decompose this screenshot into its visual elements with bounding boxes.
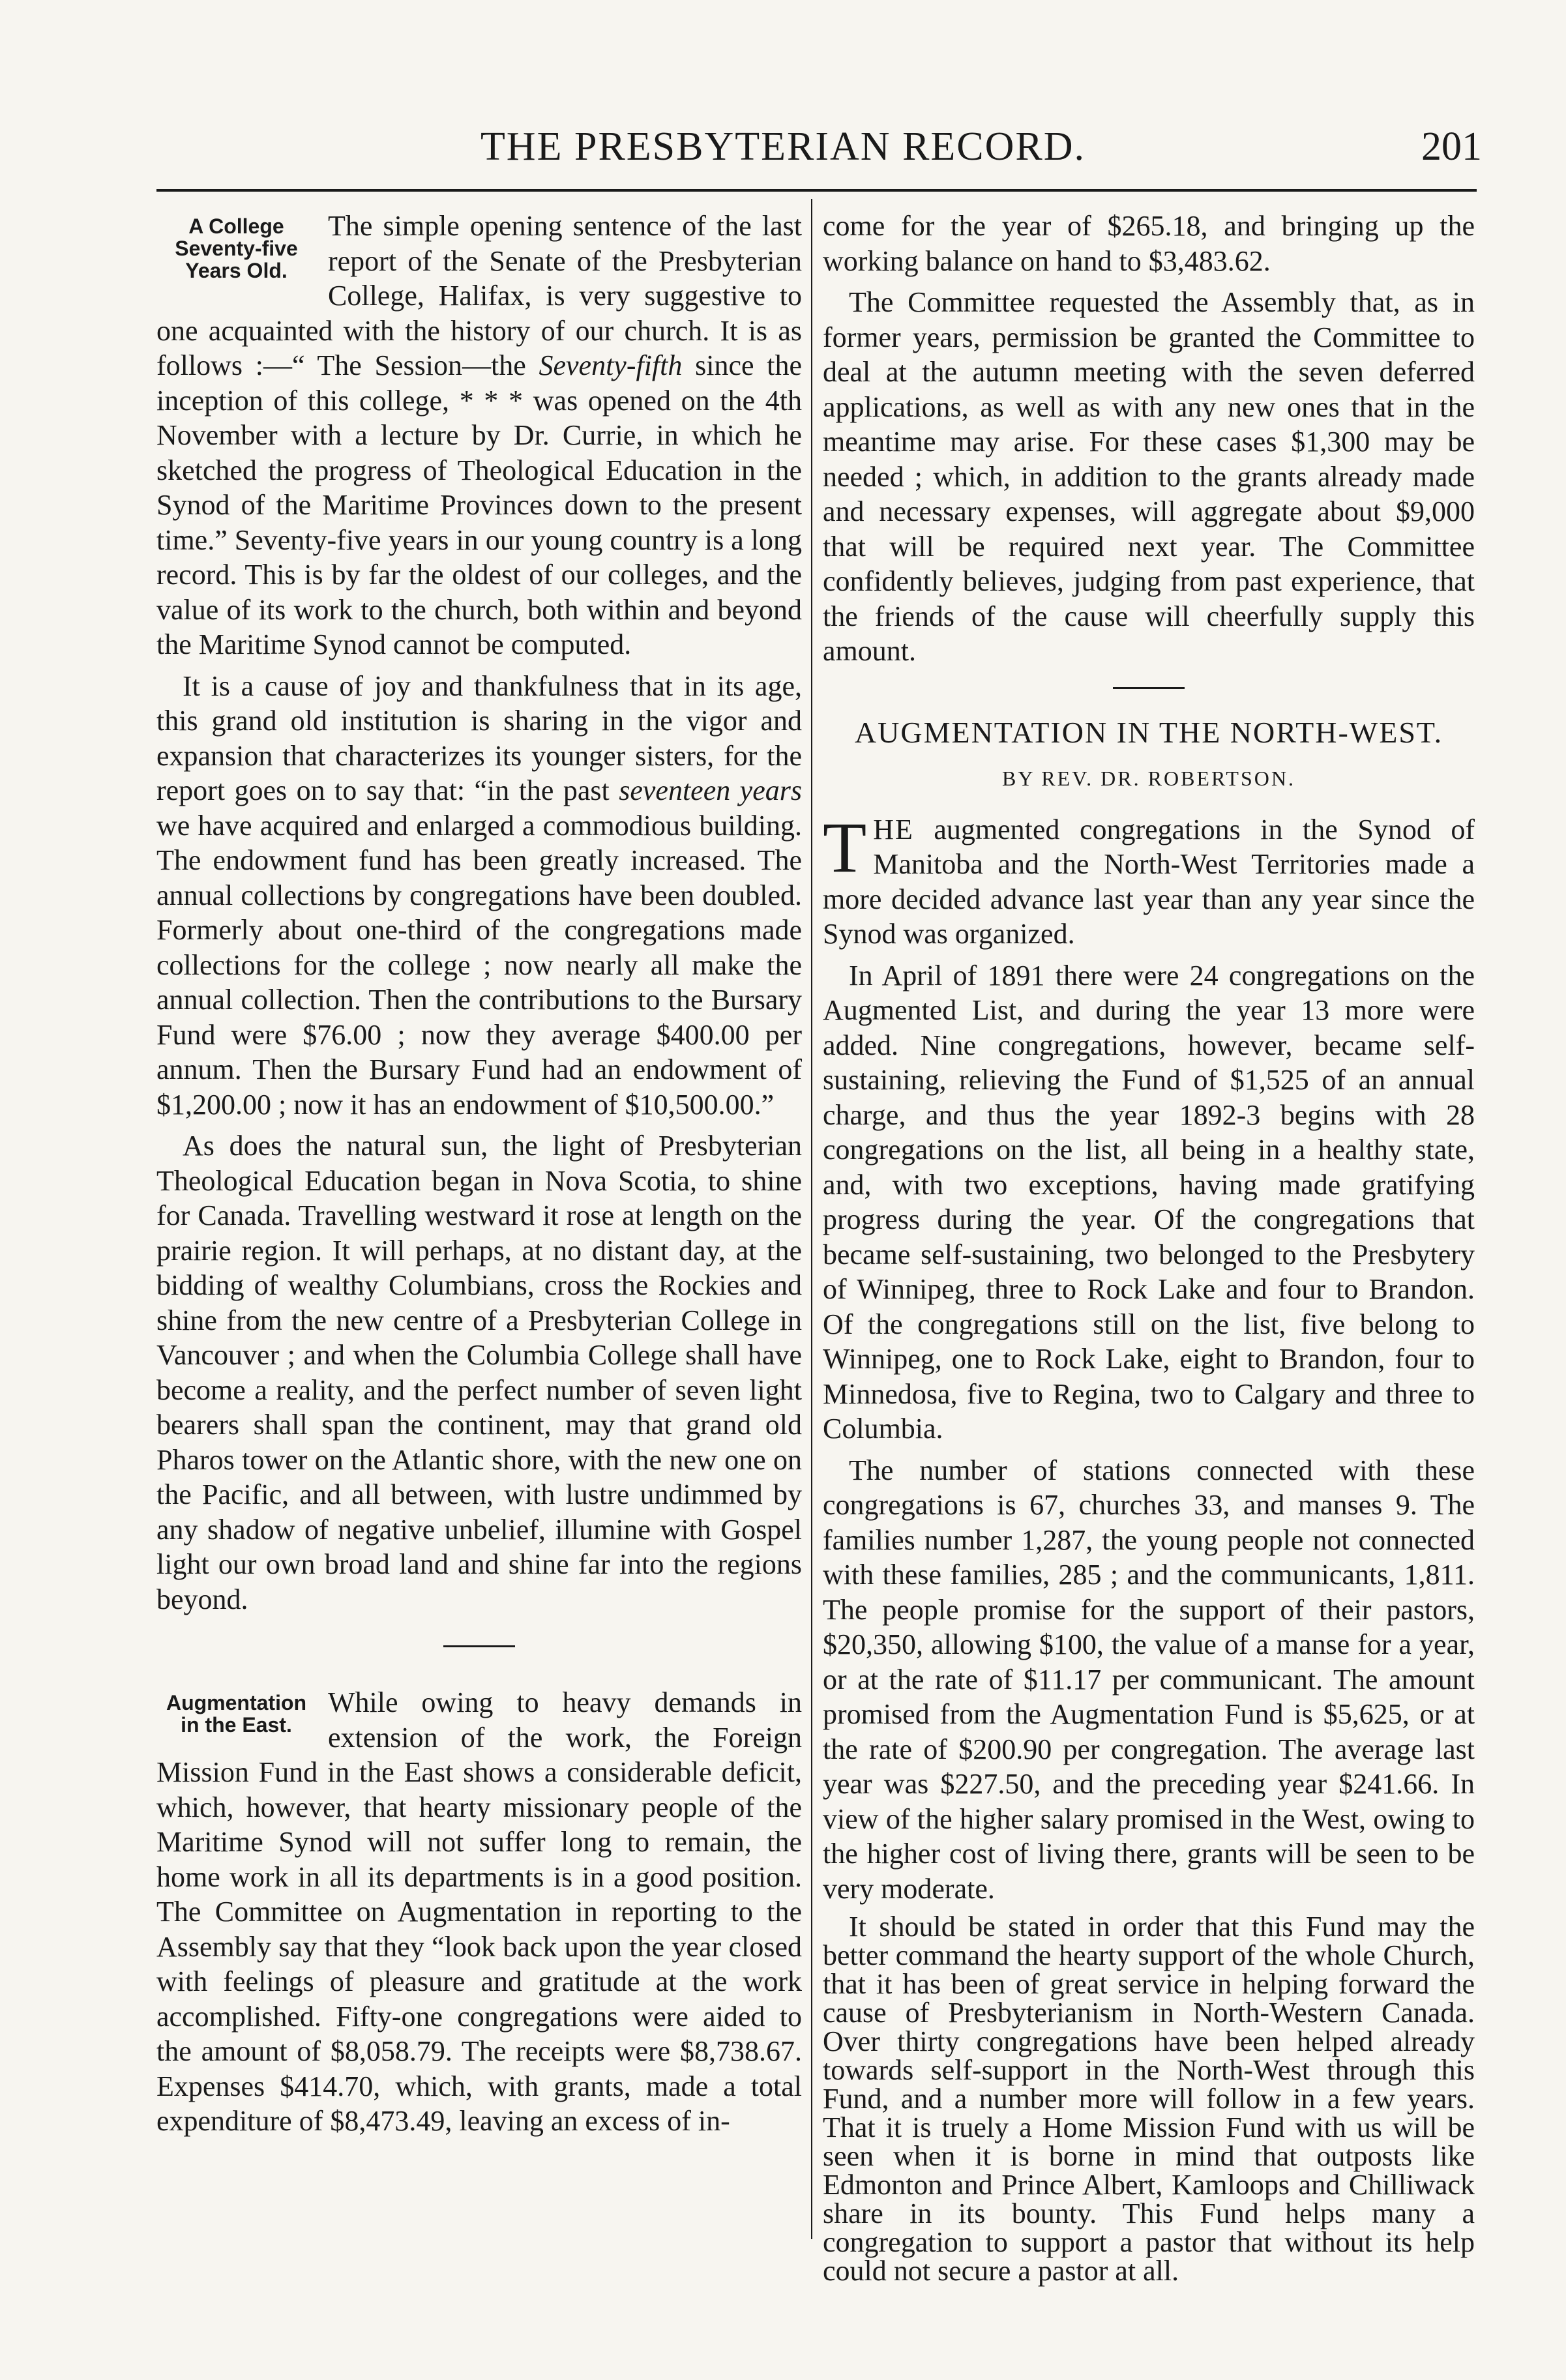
paragraph-fund-support: It should be stated in order that this Fund may the better command the hearty support of the whole Church, that it has been of great service in helping forward the cause of Presbyterianism in North-Western Canada. Over thirty congregations have been helped already towards self-support in the North-West through this Fund, and a number more will follow in a few years. That it is truely a Home Mission Fund with us will be seen when it is borne in mind that outposts like Edmonton and Prince Albert, Kamloops and Chilliwack share in its bounty. This Fund helps many a congregation to support a pastor that without its help could not secure a pastor at all. [823,1911,1475,2287]
paragraph-college-2: It is a cause of joy and thankfulness that in its age, this grand old institution is sharing in the vigor and expansion that characterizes its younger sisters, for the report goes on to say that: “in the past seventeen years we have acquired and enlarged a commodious building. The endowment fund has been greatly increased. The annual collections by congregations have been doubled. Formerly about one-third of the congregations made collections for the college ; now nearly all make the annual collection. Then the contributions to the Bursary Fund were $76.00 ; now they average $400.00 per annum. Then the Bursary Fund had an endowment of $1,200.00 ; now it has an endowment of $10,500.00.” [156,669,802,1121]
paragraph-intro: THE augmented congregations in the Synod of Manitoba and the North-West Territories made a more decided advance last year than any year since the Synod was organized. [823,807,1475,950]
paragraph-committee: The Committee requested the Assembly that, as in former years, permission be granted the Committee to deal at the autumn meeting with the seven deferred applications, as well as with any new ones that in the meantime may arise. For these cases $1,300 may be needed ; which, in addition to the grants already made and necessary expenses, will aggregate about $9,000 that will be required next year. The Committee confidently believes, judging from past experience, that the friends of the cause will cheerfully supply this amount. [823,286,1475,667]
paragraph-college-3: As does the natural sun, the light of Presbyterian Theological Education began in Nova Scotia, to shine for Canada. Travelling westward it rose at length on the prairie region. It will perhaps, at no distant day, at the bidding of wealthy Columbians, cross the Rockies and shine from the new centre of a Presbyterian College in Vancouver ; and when the Columbia College shall have become a reality, and the perfect number of seven light bearers shall span the continent, may that grand old Pharos tower on the Atlantic shore, with the new one on the Pacific, and all between, with lustre undimmed by any shadow of negative unbelief, illumine with Gospel light our own broad land and shine far into the regions beyond. [156,1130,802,1615]
section-separator [443,1645,515,1647]
paragraph-april: In April of 1891 there were 24 congregations on the Augmented List, and during the year 13 more were added. Nine congregations, however, became self-sustaining, relieving the Fund of $1,525 of an annual charge, and thus the year 1892-3 begins with 28 congregations on the list, all being in a healthy state, and, with two exceptions, having made gratifying progress during the year. Of the congregations that became self-sustaining, two belonged to the Presbytery of Winnipeg, three to Rock Lake and four to Brandon. Of the congregations still on the list, five belong to Winnipeg, one to Rock Lake, eight to Brandon, four to Minnedosa, five to Regina, two to Calgary and three to Columbia. [823,959,1475,1445]
paragraph-college-1: The simple opening sentence of the last report of the Senate of the Presbyterian College, Halifax, is very suggestive to one acquainted with the history of our church. It is as follows :—“ The Session—the Seventy-fifth since the inception of this college, * * * was opened on the 4th November with a lecture by Dr. Currie, in which he sketched the progress of Theological Education in the Synod of the Maritime Provinces down to the present time.” Seventy-five years in our young country is a long record. This is by far the oldest of our colleges, and the value of its work to the church, both within and beyond the Maritime Synod cannot be computed. [156,210,802,660]
sidehead-augmentation-east: Augmentation in the East. [166,1691,307,1737]
header-rule [156,189,1477,192]
paragraph-augmentation-east: While owing to heavy demands in extension of the work, the Foreign Mission Fund in the East shows a considerable deficit, which, however, that hearty missionary people of the Maritime Synod will not suffer long to remain, the home work in all its departments is in a good position. The Committee on Augmentation in reporting to the Assembly say that they “look back upon the year closed with feelings of pleasure and gratitude at the work accomplished. Fifty-one congregations were aided to the amount of $8,058.79. The receipts were $8,738.67. Expenses $414.70, which, with grants, made a total expenditure of $8,473.49, leaving an excess of in- [156,1686,802,2137]
sidehead-college: A College Seventy-five Years Old. [175,214,298,282]
drop-cap: T [823,807,867,887]
section-title: AUGMENTATION IN THE NORTH-WEST. [854,715,1443,749]
left-column [156,209,802,2145]
right-column [823,209,1475,2292]
running-head: THE PRESBYTERIAN RECORD. [480,125,1086,169]
paragraph-stations: The number of stations connected with these congregations is 67, churches 33, and manses 9. The families number 1,287, the young people not connected with these families, 285 ; and the communicants, 1,811. The people promise for the support of their pastors, $20,350, allowing $100, the value of a manse for a year, or at the rate of $11.17 per communicant. The amount promised from the Augmentation Fund is $5,625, or at the rate of $200.90 per congregation. The average last year was $227.50, and the preceding year $241.66. In view of the higher salary promised in the West, owing to the higher cost of living there, grants will be seen to be very moderate. [823,1454,1475,1905]
byline: BY REV. DR. ROBERTSON. [1002,767,1295,790]
paragraph-continuation: come for the year of $265.18, and bringing up the working balance on hand to $3,483.62. [823,210,1475,277]
page-number: 201 [1421,125,1482,169]
section-divider [1113,687,1185,689]
column-divider [811,199,812,2239]
